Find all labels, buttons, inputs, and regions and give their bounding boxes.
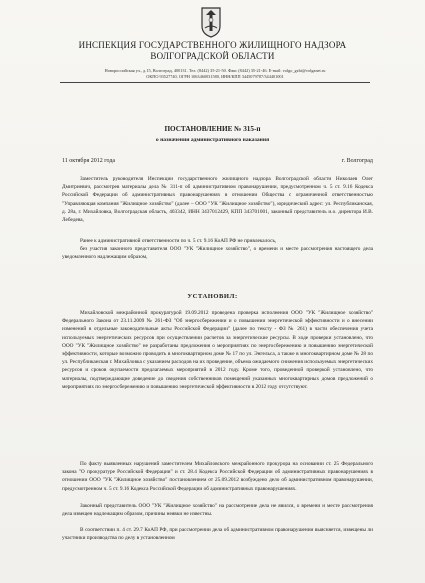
header-divider [60,82,370,83]
intro-paragraph-group [62,237,373,262]
organization-region: ВОЛГОГРАДСКОЙ ОБЛАСТИ [150,51,275,61]
paragraph: без участия законного представителя ООО "УК "Жилищное хозяйство", о времени и месте рассмотрения настоящего дела уведомленного надлежащим образом, [62,246,373,261]
paragraph: В соответствии п. 4 ст. 29.7 КоАП РФ, при рассмотрении дела об административном правонарушении выясняется, извещены ли участники производства по делу в установленном [62,527,373,542]
section-heading: УСТАНОВИЛ: [187,293,238,300]
document-date: 11 октября 2012 года [62,158,116,164]
document-place: г. Волгоград [341,158,373,164]
organization-requisites: ОКПО 93527740, ОГРН 1063460031580, ИНН/КПП 3445079787/344401001 [146,74,284,79]
paragraph: Заместитель руководителя Инспекции государственного жилищного надзора Волгоградской области Николаев Олег Дмитриевич, рассмотрев материалы дела № 311-п об административном правонарушении, предусмотренном ч. 5 ст. 9.16 Кодекса Российской Федерации об административных правонарушениях в отношении Общества с ограниченной ответственностью "Управляющая компания "Жилищное хозяйство" (далее – ООО "УК "Жилищное хозяйство"), юридический адрес: ул. Республиканская, д. 28а, г. Михайловка, Волгоградская область, 403342, ИНН 3437012429, КПП 343701001, законный представитель и.о. директора И.В. Лебедева, [62,176,373,224]
intro-paragraph [62,175,373,224]
paragraph: По факту выявленных нарушений заместителем Михайловского межрайонного прокурора на основании ст. 25 Федерального закона "О прокуратуре Российской Федерации" и ст. 28.4 Кодекса Российской Федерации об административных правонарушениях в отношении ООО "УК "Жилищное хозяйство" постановлением от 25.09.2012 возбуждено дело об административном правонарушении, предусмотренном ч. 5 ст. 9.16 Кодекса Российской Федерации об административных правонарушениях. [62,461,373,492]
paragraph: Михайловской межрайонной прокуратурой 19.09.2012 проведена проверка исполнения ООО "УК "Жилищное хозяйство" Федерального Закона от 23.11.2009 № 261-ФЗ "Об энергосбережении и о повышении энергетической эффективности и о внесении изменений в отдельные законодательные акты Российской Федерации" (далее по тексту - ФЗ № 261) в части обеспечения учета используемых энергетических ресурсов при осуществлении расчетов за энергетические ресурсы. В ходе проверки установлено, что ООО "УК "Жилищное хозяйство" не разработаны предложения о мероприятиях по энергосбережению и повышению энергетической эффективности, которые возможно проводить в многоквартирном доме № 17 по ул. Энгельса, а также в многоквартирном доме № 28 по ул. Республиканская г. Михайловка с указанием расходов на их проведение, объема ожидаемого снижения используемых энергетических ресурсов и сроков окупаемости предлагаемых мероприятий в 2012 году. Кроме того, проведенной проверкой установлено, что материалы, подтверждающие доведение до сведения собственников помещений указанных многоквартирных домов предложений о мероприятиях по энергосбережению и повышению энергетической эффективности в 2012 году отсутствуют. [62,310,373,390]
document-subtitle: о назначении административного наказания [155,137,270,143]
organization-address: Новороссийская ул., д.15, Волгоград, 400131. Тел. (8442) 35-21-50. Факс (8442) 35-21-46. E-mail: volgo_gzhi@volganet.ru [104,68,326,73]
document-title: ПОСТАНОВЛЕНИЕ № 315-п [164,125,261,133]
body-paragraph [62,309,373,391]
paragraph: Законный представитель ООО "УК "Жилищное хозяйство" на рассмотрение дела не явился, о времени и месте рассмотрения дела извещен надлежащим образом, причины неявки не известны. [62,503,373,518]
body-paragraph [62,526,373,542]
organization-name: ИНСПЕКЦИЯ ГОСУДАРСТВЕННОГО ЖИЛИЩНОГО НАДЗОРА [78,40,347,50]
body-paragraph [62,460,373,493]
body-paragraph [62,502,373,518]
coat-of-arms-icon [200,6,222,38]
paragraph: Ранее к административной ответственности по ч. 5 ст. 9.16 КоАП РФ не привлекалось, [80,238,277,244]
